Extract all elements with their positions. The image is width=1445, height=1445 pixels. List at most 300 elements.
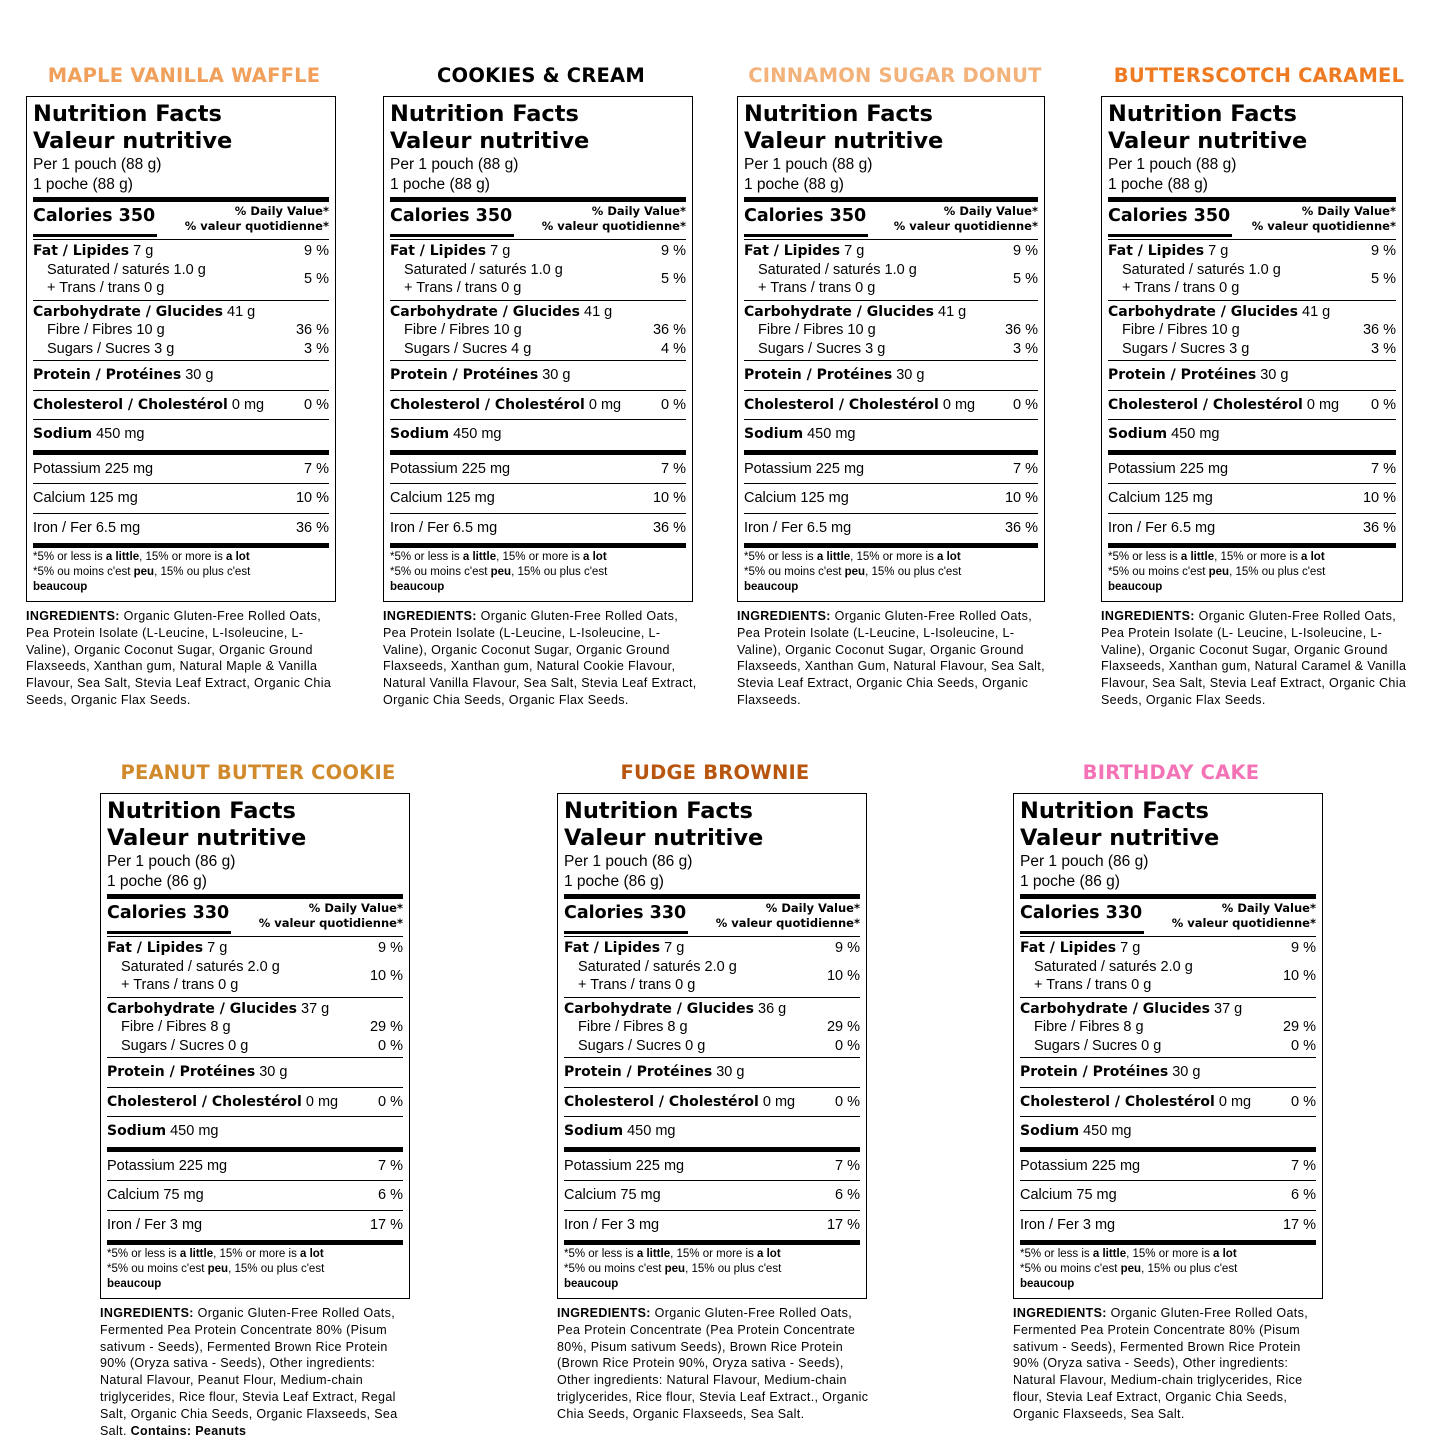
- flavor-title: FUDGE BROWNIE: [620, 761, 810, 784]
- divider: [1108, 390, 1396, 391]
- calcium-dv: 6 %: [835, 1187, 860, 1203]
- serving-size-fr: 1 poche (88 g): [744, 175, 844, 193]
- protein-label: Protein / Protéines: [564, 1064, 713, 1080]
- divider: [564, 936, 860, 937]
- saturated-fat: Saturated / saturés 1.0 g: [47, 261, 206, 278]
- sugars-dv: 0 %: [835, 1037, 860, 1054]
- title-fr: Valeur nutritive: [1020, 825, 1220, 851]
- fibre-row: [1108, 321, 1396, 340]
- saturated-trans-row: [744, 261, 1038, 298]
- divider: [107, 894, 403, 899]
- ingredients: [26, 608, 342, 709]
- fat-dv: 9 %: [1013, 243, 1038, 259]
- protein-label: Protein / Protéines: [107, 1064, 256, 1080]
- saturated-trans-row: [390, 261, 686, 298]
- potassium-dv: 7 %: [661, 460, 686, 477]
- protein-label: Protein / Protéines: [744, 367, 893, 383]
- fat-label: Fat / Lipides: [390, 243, 487, 259]
- daily-value-header: [1172, 901, 1316, 931]
- potassium-row: [1108, 457, 1396, 482]
- potassium: Potassium 225 mg: [107, 1157, 228, 1174]
- sodium-row: [744, 422, 1038, 447]
- fibre: Fibre / Fibres 10 g: [47, 322, 165, 338]
- sodium-amount: 450 mg: [170, 1123, 219, 1139]
- divider: [107, 936, 403, 937]
- footnote: [564, 1247, 860, 1292]
- daily-value-fr: % valeur quotidienne*: [715, 916, 860, 930]
- fat-amount: 7 g: [207, 940, 228, 956]
- daily-value-fr: % valeur quotidienne*: [258, 916, 403, 930]
- protein-row: [1020, 1060, 1316, 1085]
- calories-underline: [744, 234, 868, 237]
- calcium-dv: 10 %: [295, 490, 329, 506]
- sugars-dv: 3 %: [1371, 340, 1396, 357]
- divider: [744, 197, 1038, 202]
- divider: [33, 197, 329, 202]
- cholesterol-label: Cholesterol / Cholestérol: [1020, 1093, 1215, 1110]
- iron-row: [33, 516, 329, 541]
- serving-size-en: Per 1 pouch (88 g): [744, 156, 873, 173]
- fat-row: [1108, 242, 1396, 261]
- divider: [107, 1116, 403, 1117]
- daily-value-header: [185, 204, 329, 234]
- carb-label: Carbohydrate / Glucides: [390, 303, 580, 320]
- title-en: Nutrition Facts: [107, 798, 296, 824]
- title-fr: Valeur nutritive: [1108, 128, 1308, 154]
- daily-value-en: % Daily Value*: [765, 901, 860, 915]
- ingredients: [737, 608, 1053, 709]
- protein-row: [564, 1060, 860, 1085]
- carb-label: Carbohydrate / Glucides: [1020, 1000, 1210, 1017]
- divider: [564, 1210, 860, 1211]
- saturated-trans-row: [33, 261, 329, 298]
- sugars: Sugars / Sucres 4 g: [404, 340, 532, 357]
- potassium-dv: 7 %: [835, 1157, 860, 1174]
- saturated-trans-dv: 10 %: [369, 968, 403, 984]
- divider: [107, 1147, 403, 1152]
- fat-dv: 9 %: [378, 940, 403, 956]
- serving-size-en: Per 1 pouch (88 g): [390, 156, 519, 173]
- fat-dv: 9 %: [1371, 243, 1396, 259]
- fibre-row: [33, 321, 329, 340]
- daily-value-header: [1252, 204, 1396, 234]
- panel-fudge-brownie: [557, 760, 873, 1423]
- saturated-trans-dv: 5 %: [661, 271, 686, 287]
- fat-label: Fat / Lipides: [1020, 940, 1117, 956]
- iron-row: [744, 516, 1038, 541]
- iron-row: [107, 1213, 403, 1238]
- serving-size-fr: 1 poche (86 g): [107, 872, 207, 890]
- divider: [1020, 936, 1316, 937]
- protein-row: [1108, 363, 1396, 388]
- sodium-row: [390, 422, 686, 447]
- divider: [744, 483, 1038, 484]
- footnote-fr-end: beaucoup: [1108, 581, 1163, 593]
- footnote-en: *5% or less is a little, 15% or more is a lot: [107, 1248, 324, 1260]
- title-en: Nutrition Facts: [33, 101, 222, 127]
- protein-row: [33, 363, 329, 388]
- footnote-fr-end: beaucoup: [390, 581, 445, 593]
- divider: [390, 197, 686, 202]
- trans-fat: + Trans / trans 0 g: [404, 280, 522, 296]
- divider: [107, 1240, 403, 1245]
- daily-value-header: [894, 204, 1038, 234]
- sodium-label: Sodium: [1020, 1123, 1080, 1139]
- fibre-dv: 36 %: [1362, 322, 1396, 338]
- protein-label: Protein / Protéines: [390, 367, 539, 383]
- potassium: Potassium 225 mg: [1108, 460, 1229, 477]
- cholesterol-label: Cholesterol / Cholestérol: [390, 396, 585, 413]
- saturated-fat: Saturated / saturés 1.0 g: [404, 261, 563, 278]
- saturated-fat: Saturated / saturés 2.0 g: [1034, 958, 1193, 975]
- nutrition-facts-table: [1013, 793, 1323, 1299]
- sugars-row: [1020, 1037, 1316, 1056]
- divider: [390, 239, 686, 240]
- calcium-row: [1108, 486, 1396, 511]
- calories-row: [33, 204, 329, 238]
- sodium-label: Sodium: [390, 426, 450, 442]
- divider: [33, 390, 329, 391]
- sugars-row: [33, 340, 329, 359]
- calories-row: [564, 901, 860, 935]
- cholesterol-row: [1108, 393, 1396, 418]
- calories-underline: [107, 931, 231, 934]
- calcium: Calcium 125 mg: [1108, 490, 1213, 506]
- divider: [1108, 300, 1396, 301]
- divider: [564, 997, 860, 998]
- fat-dv: 9 %: [661, 243, 686, 259]
- divider: [564, 1240, 860, 1245]
- fibre: Fibre / Fibres 10 g: [404, 322, 522, 338]
- calcium-dv: 10 %: [652, 490, 686, 506]
- cholesterol-amount: 0 mg: [942, 396, 976, 413]
- fibre: Fibre / Fibres 10 g: [758, 322, 876, 338]
- potassium: Potassium 225 mg: [33, 460, 154, 477]
- iron-dv: 17 %: [1282, 1216, 1316, 1233]
- fat-amount: 7 g: [490, 243, 511, 259]
- sodium-row: [1020, 1119, 1316, 1144]
- divider: [1020, 894, 1316, 899]
- serving-size-fr: 1 poche (86 g): [564, 872, 664, 890]
- saturated-trans-row: [107, 958, 403, 995]
- saturated-trans-row: [1108, 261, 1396, 298]
- cholesterol-amount: 0 mg: [762, 1093, 796, 1110]
- fat-dv: 9 %: [304, 243, 329, 259]
- cholesterol-amount: 0 mg: [588, 396, 622, 413]
- title-en: Nutrition Facts: [564, 798, 753, 824]
- saturated-trans-dv: 5 %: [304, 271, 329, 287]
- iron-row: [390, 516, 686, 541]
- serving-size-fr: 1 poche (88 g): [1108, 175, 1208, 193]
- cholesterol-label: Cholesterol / Cholestérol: [1108, 396, 1303, 413]
- calcium-row: [390, 486, 686, 511]
- cholesterol-dv: 0 %: [304, 396, 329, 413]
- calcium-dv: 10 %: [1004, 490, 1038, 506]
- panel-cinnamon-sugar-donut: [737, 63, 1053, 709]
- fibre-row: [390, 321, 686, 340]
- iron-row: [1020, 1213, 1316, 1238]
- daily-value-fr: % valeur quotidienne*: [1171, 916, 1316, 930]
- iron: Iron / Fer 3 mg: [564, 1216, 660, 1233]
- iron-dv: 36 %: [295, 519, 329, 536]
- serving-size-fr: 1 poche (86 g): [1020, 872, 1120, 890]
- fibre: Fibre / Fibres 8 g: [1034, 1019, 1144, 1035]
- sodium-label: Sodium: [1108, 426, 1168, 442]
- divider: [1108, 513, 1396, 514]
- ingredients-heading: INGREDIENTS:: [1101, 609, 1195, 623]
- divider: [1020, 1240, 1316, 1245]
- footnote: [1020, 1247, 1316, 1292]
- daily-value-en: % Daily Value*: [234, 204, 329, 218]
- iron-row: [564, 1213, 860, 1238]
- fat-row: [107, 939, 403, 958]
- carbohydrate-row: [33, 303, 329, 322]
- fat-dv: 9 %: [1291, 940, 1316, 956]
- divider: [33, 483, 329, 484]
- divider: [33, 513, 329, 514]
- divider: [107, 1057, 403, 1058]
- ingredients-text: Organic Gluten-Free Rolled Oats, Pea Protein Isolate (L-Leucine, L-Isoleucine, L-Valine), Organic Coconut Sugar, Organic Ground Flaxseeds, Xanthan gum, Natural Cookie Flavour, Natural Vanilla Flavour, Sea Salt, Stevia Leaf Extract, Organic Chia Seeds, Organic Flax Seeds.: [383, 609, 697, 707]
- sugars-dv: 3 %: [1013, 340, 1038, 357]
- sodium-amount: 450 mg: [1083, 1123, 1132, 1139]
- sodium-amount: 450 mg: [453, 426, 502, 442]
- divider: [564, 1116, 860, 1117]
- carb-amount: 41 g: [1302, 303, 1331, 320]
- saturated-trans-row: [564, 958, 860, 995]
- footnote-fr: *5% ou moins c'est peu, 15% ou plus c'est: [33, 566, 251, 578]
- daily-value-fr: % valeur quotidienne*: [541, 219, 686, 233]
- calcium: Calcium 125 mg: [744, 490, 849, 506]
- protein-row: [744, 363, 1038, 388]
- divider: [744, 419, 1038, 420]
- sugars: Sugars / Sucres 0 g: [1034, 1037, 1162, 1054]
- ingredients-heading: INGREDIENTS:: [26, 609, 120, 623]
- footnote-fr: *5% ou moins c'est peu, 15% ou plus c'est: [744, 566, 962, 578]
- fat-label: Fat / Lipides: [107, 940, 204, 956]
- divider: [390, 390, 686, 391]
- ingredients: [1101, 608, 1417, 709]
- iron: Iron / Fer 3 mg: [1020, 1216, 1116, 1233]
- saturated-trans-row: [1020, 958, 1316, 995]
- divider: [1020, 1057, 1316, 1058]
- carb-label: Carbohydrate / Glucides: [33, 303, 223, 320]
- divider: [744, 390, 1038, 391]
- cholesterol-row: [33, 393, 329, 418]
- nutrition-facts-table: [100, 793, 410, 1299]
- saturated-trans-dv: 5 %: [1013, 271, 1038, 287]
- fibre: Fibre / Fibres 10 g: [1122, 322, 1240, 338]
- daily-value-en: % Daily Value*: [1301, 204, 1396, 218]
- footnote: [390, 550, 686, 595]
- fat-row: [564, 939, 860, 958]
- panel-maple-vanilla-waffle: [26, 63, 342, 709]
- calories-underline: [33, 234, 157, 237]
- calories-underline: [1108, 234, 1232, 237]
- divider: [1108, 197, 1396, 202]
- flavor-title: BUTTERSCOTCH CARAMEL: [1113, 64, 1405, 87]
- footnote: [107, 1247, 403, 1292]
- sodium-amount: 450 mg: [96, 426, 145, 442]
- footnote: [33, 550, 329, 595]
- sugars: Sugars / Sucres 3 g: [47, 340, 175, 357]
- protein-amount: 30 g: [896, 367, 925, 383]
- divider: [33, 450, 329, 455]
- potassium-row: [390, 457, 686, 482]
- sodium-amount: 450 mg: [1171, 426, 1220, 442]
- protein-amount: 30 g: [1172, 1064, 1201, 1080]
- divider: [33, 300, 329, 301]
- cholesterol-dv: 0 %: [1291, 1093, 1316, 1110]
- daily-value-fr: % valeur quotidienne*: [893, 219, 1038, 233]
- protein-amount: 30 g: [542, 367, 571, 383]
- cholesterol-amount: 0 mg: [1306, 396, 1340, 413]
- divider: [107, 997, 403, 998]
- carb-amount: 41 g: [584, 303, 613, 320]
- carbohydrate-row: [744, 303, 1038, 322]
- trans-fat: + Trans / trans 0 g: [121, 977, 239, 993]
- sugars-row: [564, 1037, 860, 1056]
- divider: [1020, 1087, 1316, 1088]
- fat-amount: 7 g: [1208, 243, 1229, 259]
- sugars-row: [107, 1037, 403, 1056]
- serving-size-fr: 1 poche (88 g): [33, 175, 133, 193]
- potassium-dv: 7 %: [304, 460, 329, 477]
- footnote-fr: *5% ou moins c'est peu, 15% ou plus c'est: [390, 566, 608, 578]
- footnote-fr-end: beaucoup: [107, 1278, 162, 1290]
- fat-amount: 7 g: [844, 243, 865, 259]
- nutrition-facts-table: [737, 96, 1045, 602]
- carbohydrate-row: [390, 303, 686, 322]
- divider: [1108, 239, 1396, 240]
- cholesterol-label: Cholesterol / Cholestérol: [564, 1093, 759, 1110]
- serving-size-en: Per 1 pouch (88 g): [1108, 156, 1237, 173]
- calcium-row: [33, 486, 329, 511]
- divider: [1108, 483, 1396, 484]
- title-en: Nutrition Facts: [744, 101, 933, 127]
- iron-row: [1108, 516, 1396, 541]
- ingredients: [383, 608, 699, 709]
- sugars-dv: 4 %: [661, 340, 686, 357]
- divider: [33, 239, 329, 240]
- sodium-row: [107, 1119, 403, 1144]
- protein-label: Protein / Protéines: [1020, 1064, 1169, 1080]
- fat-amount: 7 g: [664, 940, 685, 956]
- divider: [390, 450, 686, 455]
- footnote-fr: *5% ou moins c'est peu, 15% ou plus c'est: [107, 1263, 325, 1275]
- protein-amount: 30 g: [259, 1064, 288, 1080]
- daily-value-fr: % valeur quotidienne*: [1251, 219, 1396, 233]
- divider: [33, 543, 329, 548]
- daily-value-en: % Daily Value*: [591, 204, 686, 218]
- fibre-dv: 36 %: [295, 322, 329, 338]
- calcium: Calcium 75 mg: [1020, 1187, 1117, 1203]
- iron: Iron / Fer 6.5 mg: [744, 519, 852, 536]
- carb-amount: 36 g: [758, 1000, 787, 1017]
- footnote-fr: *5% ou moins c'est peu, 15% ou plus c'est: [1108, 566, 1326, 578]
- divider: [33, 360, 329, 361]
- divider: [744, 300, 1038, 301]
- potassium-dv: 7 %: [1013, 460, 1038, 477]
- footnote-fr-end: beaucoup: [744, 581, 799, 593]
- divider: [564, 1087, 860, 1088]
- daily-value-header: [716, 901, 860, 931]
- calcium: Calcium 125 mg: [33, 490, 138, 506]
- potassium-dv: 7 %: [378, 1157, 403, 1174]
- footnote-fr-end: beaucoup: [564, 1278, 619, 1290]
- fat-label: Fat / Lipides: [1108, 243, 1205, 259]
- daily-value-en: % Daily Value*: [1221, 901, 1316, 915]
- serving-size-en: Per 1 pouch (86 g): [564, 853, 693, 870]
- potassium-row: [1020, 1154, 1316, 1179]
- calories-row: [390, 204, 686, 238]
- title-fr: Valeur nutritive: [390, 128, 590, 154]
- nutrition-facts-table: [557, 793, 867, 1299]
- sugars-row: [744, 340, 1038, 359]
- sodium-label: Sodium: [564, 1123, 624, 1139]
- flavor-title: BIRTHDAY CAKE: [1082, 761, 1260, 784]
- fibre-row: [107, 1018, 403, 1037]
- fat-amount: 7 g: [133, 243, 154, 259]
- calories: Calories 350: [390, 206, 513, 226]
- sugars-dv: 0 %: [1291, 1037, 1316, 1054]
- ingredients: [100, 1305, 416, 1439]
- serving-size-en: Per 1 pouch (88 g): [33, 156, 162, 173]
- sugars: Sugars / Sucres 3 g: [1122, 340, 1250, 357]
- title-fr: Valeur nutritive: [564, 825, 764, 851]
- footnote-fr: *5% ou moins c'est peu, 15% ou plus c'est: [1020, 1263, 1238, 1275]
- sodium-amount: 450 mg: [627, 1123, 676, 1139]
- divider: [1108, 419, 1396, 420]
- sugars: Sugars / Sucres 0 g: [578, 1037, 706, 1054]
- carbohydrate-row: [1020, 1000, 1316, 1019]
- panel-peanut-butter-cookie: [100, 760, 416, 1439]
- iron-dv: 17 %: [369, 1216, 403, 1233]
- fibre-row: [564, 1018, 860, 1037]
- footnote-fr-end: beaucoup: [1020, 1278, 1075, 1290]
- trans-fat: + Trans / trans 0 g: [1034, 977, 1152, 993]
- calcium: Calcium 75 mg: [107, 1187, 204, 1203]
- serving-size-fr: 1 poche (88 g): [390, 175, 490, 193]
- divider: [744, 239, 1038, 240]
- ingredients: [557, 1305, 873, 1423]
- calcium-dv: 6 %: [378, 1187, 403, 1203]
- fat-label: Fat / Lipides: [744, 243, 841, 259]
- sodium-label: Sodium: [744, 426, 804, 442]
- carb-amount: 41 g: [227, 303, 256, 320]
- calories-underline: [564, 931, 688, 934]
- daily-value-header: [259, 901, 403, 931]
- panel-birthday-cake: [1013, 760, 1329, 1423]
- calories-row: [107, 901, 403, 935]
- fibre-dv: 29 %: [826, 1019, 860, 1035]
- cholesterol-label: Cholesterol / Cholestérol: [33, 396, 228, 413]
- calories: Calories 350: [1108, 206, 1231, 226]
- calories: Calories 330: [1020, 903, 1143, 923]
- carbohydrate-row: [107, 1000, 403, 1019]
- calcium-row: [744, 486, 1038, 511]
- sodium-label: Sodium: [107, 1123, 167, 1139]
- carb-label: Carbohydrate / Glucides: [1108, 303, 1298, 320]
- iron: Iron / Fer 6.5 mg: [33, 519, 141, 536]
- cholesterol-row: [1020, 1090, 1316, 1115]
- daily-value-fr: % valeur quotidienne*: [184, 219, 329, 233]
- divider: [564, 894, 860, 899]
- divider: [390, 300, 686, 301]
- divider: [390, 483, 686, 484]
- panel-cookies-cream: [383, 63, 699, 709]
- footnote-en: *5% or less is a little, 15% or more is a lot: [564, 1248, 781, 1260]
- calories: Calories 330: [107, 903, 230, 923]
